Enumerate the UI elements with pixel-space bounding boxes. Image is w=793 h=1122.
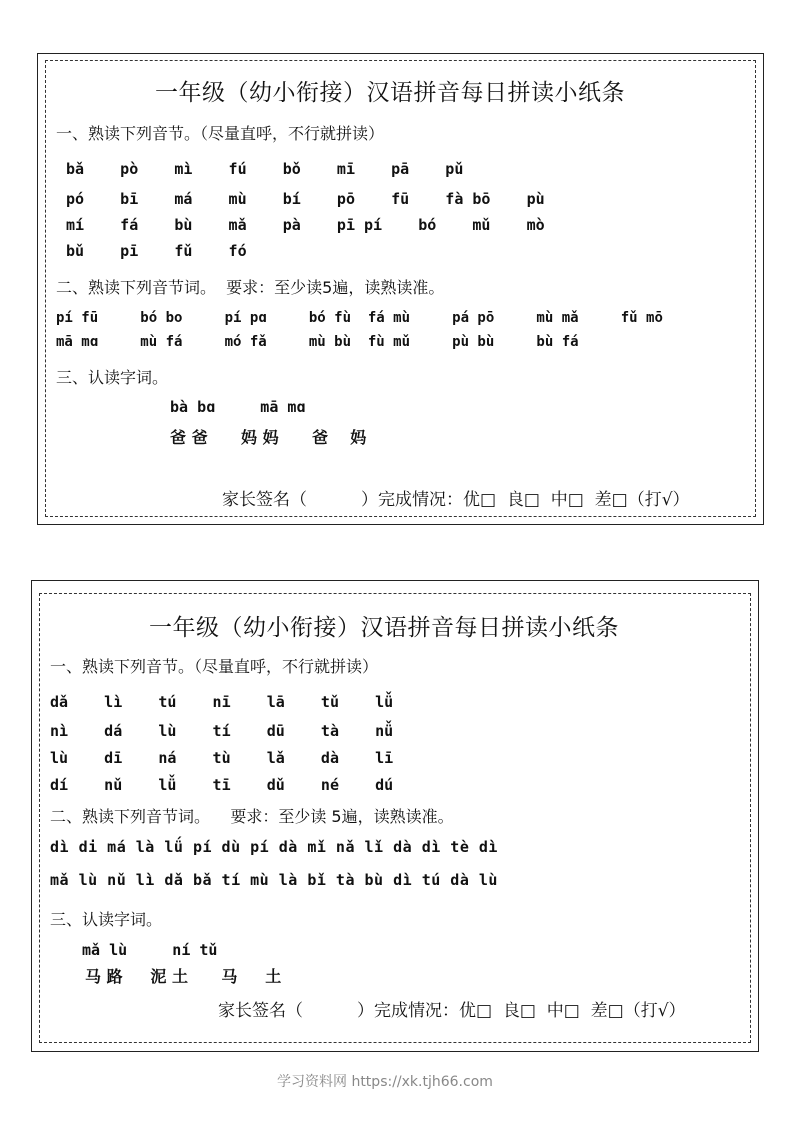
card1-hanzi-line: 爸 爸 妈 妈 爸 妈 (170, 428, 367, 447)
card2-syllable-row-4: dí nǔ lǚ tī dǔ né dú (50, 776, 394, 794)
card1-syllable-row-3: mí fá bù mǎ pà pī pí bó mǔ mò (66, 216, 545, 234)
card2-section2-heading: 二、熟读下列音节词。 要求：至少读 5遍，读熟读准。 (50, 807, 454, 826)
footer-watermark: 学习资料网 https://xk.tjh66.com (277, 1074, 493, 1090)
card2-section1-heading: 一、熟读下列音节。（尽量直呼，不行就拼读） (50, 657, 379, 676)
card1-pinyin-line: bà bɑ mā mɑ (170, 398, 306, 416)
card1-word-row-1: pí fū bó bo pí pɑ bó fù fá mù pá pō mù mǎ fǔ mō (56, 310, 663, 326)
card2-section3-heading: 三、认读字词。 (50, 910, 163, 929)
card1-syllable-row-4: bǔ pī fǔ fó (66, 242, 247, 260)
card1-section2-heading: 二、熟读下列音节词。 要求：至少读5遍，读熟读准。 (56, 278, 445, 297)
card1-section1-heading: 一、熟读下列音节。（尽量直呼，不行就拼读） (56, 124, 385, 143)
card2-syllable-row-3: lù dī ná tù lǎ dà lī (50, 749, 394, 767)
card1-section3-heading: 三、认读字词。 (56, 368, 169, 387)
card2-word-row-1: dì di má là lǘ pí dù pí dà mǐ nǎ lǐ dà dì tè dì (50, 838, 498, 856)
card1-title: 一年级（幼小衔接）汉语拼音每日拼读小纸条 (155, 80, 625, 106)
card2-title: 一年级（幼小衔接）汉语拼音每日拼读小纸条 (149, 615, 619, 641)
card1-syllable-row-1: bǎ pò mì fú bǒ mī pā pǔ (66, 160, 464, 178)
card1-word-row-2: mā mɑ mù fá mó fǎ mù bù fù mǔ pù bù bù fá (56, 334, 579, 350)
card2-hanzi-line: 马 路 泥 土 马 土 (85, 967, 282, 986)
card2-syllable-row-1: dǎ lì tú nī lā tǔ lǚ (50, 693, 394, 711)
card1-syllable-row-2: pó bī má mù bí pō fū fà bō pù (66, 190, 545, 208)
card1-signature-line: 家长签名（ ）完成情况：优□ 良□ 中□ 差□（打√） (222, 490, 690, 510)
card2-pinyin-line: mǎ lù ní tǔ (82, 941, 218, 959)
card2-signature-line: 家长签名（ ）完成情况：优□ 良□ 中□ 差□（打√） (218, 1001, 686, 1021)
card2-word-row-2: mǎ lù nǔ lì dǎ bǎ tí mù là bǐ tà bù dì tú dà lù (50, 871, 498, 889)
card2-syllable-row-2: nì dá lù tí dū tà nǚ (50, 722, 394, 740)
